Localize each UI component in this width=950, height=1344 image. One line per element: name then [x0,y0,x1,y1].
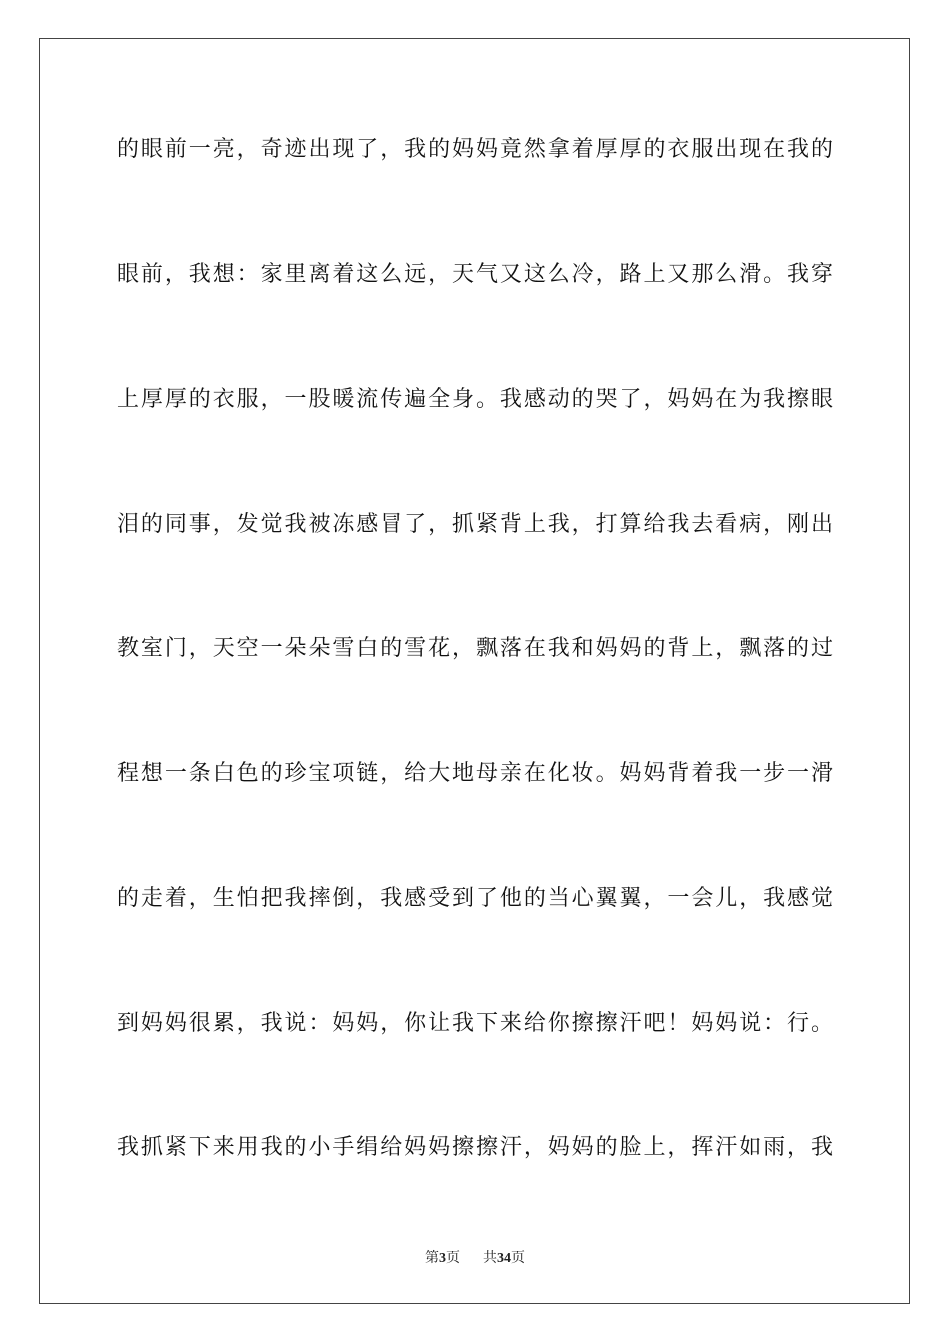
text-line: 的走着，生怕把我摔倒，我感受到了他的当心翼翼，一会儿，我感觉 [117,886,833,911]
total-suffix: 页 [510,1250,525,1266]
page-border [39,38,910,1304]
page-suffix: 页 [446,1250,461,1266]
total-pages-indicator [483,1250,525,1266]
total-prefix: 共 [482,1250,497,1266]
page-footer [0,1247,950,1267]
text-line: 我抓紧下来用我的小手绢给妈妈擦擦汗，妈妈的脸上，挥汗如雨，我 [117,1135,833,1160]
text-line: 的眼前一亮，奇迹出现了，我的妈妈竟然拿着厚厚的衣服出现在我的 [117,137,833,162]
text-line: 到妈妈很累，我说：妈妈，你让我下来给你擦擦汗吧！妈妈说：行。 [117,1011,833,1036]
page-indicator [425,1250,464,1266]
page-prefix: 第 [425,1250,440,1266]
text-line: 教室门，天空一朵朵雪白的雪花，飘落在我和妈妈的背上，飘落的过 [117,636,833,661]
text-line: 眼前，我想：家里离着这么远，天气又这么冷，路上又那么滑。我穿 [117,262,833,287]
text-line: 泪的同事，发觉我被冻感冒了，抓紧背上我，打算给我去看病，刚出 [117,512,833,537]
total-pages: 34 [496,1251,511,1266]
text-line: 上厚厚的衣服，一股暖流传遍全身。我感动的哭了，妈妈在为我擦眼 [117,387,833,412]
page-number: 3 [439,1251,447,1266]
text-line: 程想一条白色的珍宝项链，给大地母亲在化妆。妈妈背着我一步一滑 [117,761,833,786]
